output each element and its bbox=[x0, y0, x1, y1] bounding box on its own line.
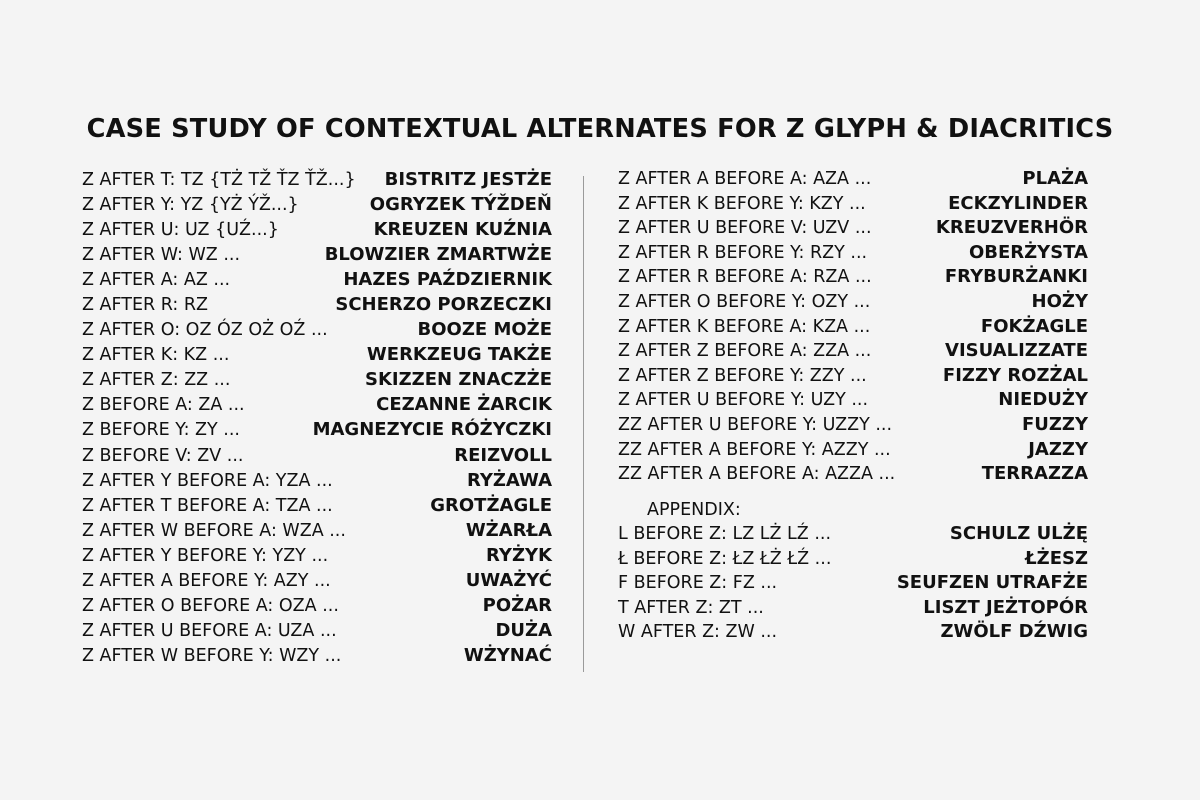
example-word: ECKZYLINDER bbox=[948, 192, 1088, 214]
rule-text: Z AFTER W: WZ ... bbox=[82, 245, 241, 266]
rule-text: Z AFTER K BEFORE Y: KZY ... bbox=[618, 193, 866, 214]
rule-text: Z AFTER T: TZ {TŻ TŽ ŤZ ŤŽ...} bbox=[82, 170, 356, 190]
example-word: SKIZZEN ZNACZŻE bbox=[365, 369, 552, 391]
example-row bbox=[618, 620, 1088, 645]
example-row bbox=[82, 443, 552, 468]
rule-text: Z AFTER T BEFORE A: TZA ... bbox=[82, 495, 333, 516]
example-word: NIEDUŻY bbox=[998, 389, 1088, 411]
rule-text: Z AFTER R BEFORE A: RZA ... bbox=[618, 267, 872, 288]
rule-text: T AFTER Z: ZT ... bbox=[618, 597, 764, 618]
rule-text: W AFTER Z: ZW ... bbox=[618, 622, 778, 643]
example-word: BOOZE MOŻE bbox=[417, 319, 552, 341]
example-word: TERRAZZA bbox=[981, 463, 1088, 485]
example-word: VISUALIZZATE bbox=[945, 340, 1088, 362]
rule-text: Z AFTER Y BEFORE Y: YZY ... bbox=[82, 545, 329, 566]
rule-text: Z AFTER A: AZ ... bbox=[82, 270, 231, 291]
example-row bbox=[82, 543, 552, 568]
example-word: SEUFZEN UTRAFŻE bbox=[896, 572, 1088, 594]
example-row bbox=[618, 571, 1088, 596]
example-word: PLAŻA bbox=[1022, 168, 1088, 189]
example-word: KREUZVERHÖR bbox=[935, 217, 1088, 239]
example-word: FIZZY ROZŻAL bbox=[942, 364, 1088, 386]
rule-text: Z AFTER O: OZ ÓZ OŻ OŹ ... bbox=[82, 320, 328, 341]
rule-text: Z AFTER U: UZ {UŹ...} bbox=[82, 220, 279, 241]
rule-text: ZZ AFTER A BEFORE Y: AZZY ... bbox=[618, 439, 891, 460]
example-word: CEZANNE ŻARCIK bbox=[376, 394, 552, 416]
example-word: ZWÖLF DŹWIG bbox=[940, 621, 1088, 643]
left-column bbox=[82, 167, 552, 668]
example-row bbox=[82, 292, 552, 317]
example-row bbox=[618, 216, 1088, 241]
example-row bbox=[618, 413, 1088, 438]
example-row bbox=[82, 493, 552, 518]
example-row bbox=[618, 192, 1088, 217]
example-row bbox=[82, 342, 552, 367]
example-row bbox=[618, 462, 1088, 487]
rule-text: Z AFTER O BEFORE A: OZA ... bbox=[82, 595, 339, 616]
example-word: BLOWZIER ZMARTWŻE bbox=[324, 244, 552, 266]
example-row bbox=[618, 438, 1088, 463]
example-row bbox=[618, 364, 1088, 389]
example-row bbox=[82, 267, 552, 292]
appendix-column bbox=[618, 522, 1088, 645]
rule-text: Z AFTER R BEFORE Y: RZY ... bbox=[618, 242, 868, 263]
example-word: FUZZY bbox=[1021, 413, 1088, 435]
example-row bbox=[618, 265, 1088, 290]
rule-text: Z AFTER W BEFORE Y: WZY ... bbox=[82, 645, 342, 666]
example-row bbox=[82, 317, 552, 342]
example-word: WŻARŁA bbox=[465, 519, 552, 541]
rule-text: Z AFTER U BEFORE Y: UZY ... bbox=[618, 390, 869, 411]
example-row bbox=[618, 290, 1088, 315]
rule-text: Z AFTER K: KZ ... bbox=[82, 345, 230, 366]
rule-text: Z AFTER Z: ZZ ... bbox=[82, 370, 231, 391]
rule-text: L BEFORE Z: LZ LŻ LŹ ... bbox=[618, 524, 832, 544]
example-word: WERKZEUG TAKŻE bbox=[366, 344, 552, 366]
example-word: JAZZY bbox=[1028, 438, 1088, 460]
rule-text: ZZ AFTER U BEFORE Y: UZZY ... bbox=[618, 414, 893, 435]
example-word: GROTŻAGLE bbox=[430, 494, 552, 516]
example-word: KREUZEN KUŹNIA bbox=[373, 219, 552, 241]
example-word: DUŻA bbox=[495, 619, 552, 641]
rule-text: Z AFTER A BEFORE Y: AZY ... bbox=[82, 570, 331, 591]
example-row bbox=[618, 339, 1088, 364]
rule-text: Z AFTER Z BEFORE Y: ZZY ... bbox=[618, 365, 867, 386]
rule-text: Z AFTER Y BEFORE A: YZA ... bbox=[82, 470, 333, 491]
example-row bbox=[82, 217, 552, 242]
rule-text: Z AFTER R: RZ bbox=[82, 295, 208, 316]
rule-text: Z AFTER K BEFORE A: KZA ... bbox=[618, 316, 871, 337]
example-row bbox=[82, 392, 552, 417]
example-word: WŻYNAĆ bbox=[463, 644, 552, 666]
example-row bbox=[82, 568, 552, 593]
example-word: FOKŻAGLE bbox=[980, 315, 1088, 337]
example-word: REIZVOLL bbox=[454, 444, 552, 466]
example-row bbox=[82, 417, 552, 442]
example-word: RYŻYK bbox=[486, 544, 552, 566]
example-word: RYŻAWA bbox=[466, 469, 552, 491]
example-row bbox=[82, 242, 552, 267]
example-row bbox=[618, 596, 1088, 621]
example-row bbox=[82, 518, 552, 543]
rule-text: F BEFORE Z: FZ ... bbox=[618, 573, 778, 594]
example-row bbox=[82, 167, 552, 192]
rule-text: Z BEFORE V: ZV ... bbox=[82, 445, 244, 466]
example-row bbox=[82, 593, 552, 618]
rule-text: Z AFTER O BEFORE Y: OZY ... bbox=[618, 291, 871, 312]
example-word: BISTRITZ JESTŻE bbox=[384, 169, 552, 190]
rule-text: ZZ AFTER A BEFORE A: AZZA ... bbox=[618, 464, 896, 485]
example-word: OBERŻYSTA bbox=[968, 241, 1088, 263]
example-word: HAZES PAŹDZIERNIK bbox=[343, 269, 552, 291]
right-column bbox=[618, 167, 1088, 487]
example-row bbox=[82, 643, 552, 668]
page-title: CASE STUDY OF CONTEXTUAL ALTERNATES FOR Z GLYPH & DIACRITICS bbox=[86, 114, 1114, 144]
example-row bbox=[618, 241, 1088, 266]
rule-text: Z AFTER U BEFORE V: UZV ... bbox=[618, 218, 872, 239]
example-word: HOŻY bbox=[1031, 290, 1088, 312]
example-row bbox=[618, 522, 1088, 547]
rule-text: Z AFTER W BEFORE A: WZA ... bbox=[82, 520, 346, 541]
rule-text: Z BEFORE Y: ZY ... bbox=[82, 420, 240, 441]
example-word: UWAŻYĆ bbox=[465, 569, 552, 591]
rule-text: Ł BEFORE Z: ŁZ ŁŻ ŁŹ ... bbox=[618, 548, 832, 569]
example-row bbox=[82, 618, 552, 643]
appendix-label: APPENDIX: bbox=[647, 500, 741, 520]
column-divider bbox=[583, 176, 584, 672]
rule-text: Z BEFORE A: ZA ... bbox=[82, 395, 245, 416]
example-word: POŻAR bbox=[482, 594, 552, 616]
example-row bbox=[618, 547, 1088, 572]
rule-text: Z AFTER A BEFORE A: AZA ... bbox=[618, 169, 872, 189]
example-row bbox=[618, 167, 1088, 192]
example-row bbox=[618, 315, 1088, 340]
rule-text: Z AFTER Y: YZ {YŻ ÝŽ...} bbox=[82, 195, 299, 216]
example-row bbox=[618, 388, 1088, 413]
example-word: MAGNEZYCIE RÓŻYCZKI bbox=[312, 419, 552, 441]
example-word: SCHERZO PORZECZKI bbox=[335, 294, 552, 316]
example-row bbox=[82, 192, 552, 217]
example-word: ŁŻESZ bbox=[1025, 547, 1088, 569]
rule-text: Z AFTER U BEFORE A: UZA ... bbox=[82, 620, 337, 641]
example-word: SCHULZ ULŻĘ bbox=[949, 523, 1088, 544]
example-word: LISZT JEŻTOPÓR bbox=[923, 596, 1088, 618]
example-word: FRYBURŻANKI bbox=[944, 266, 1088, 288]
rule-text: Z AFTER Z BEFORE A: ZZA ... bbox=[618, 341, 872, 362]
example-word: OGRYZEK TÝŽDEŇ bbox=[369, 194, 552, 216]
example-row bbox=[82, 468, 552, 493]
example-row bbox=[82, 367, 552, 392]
